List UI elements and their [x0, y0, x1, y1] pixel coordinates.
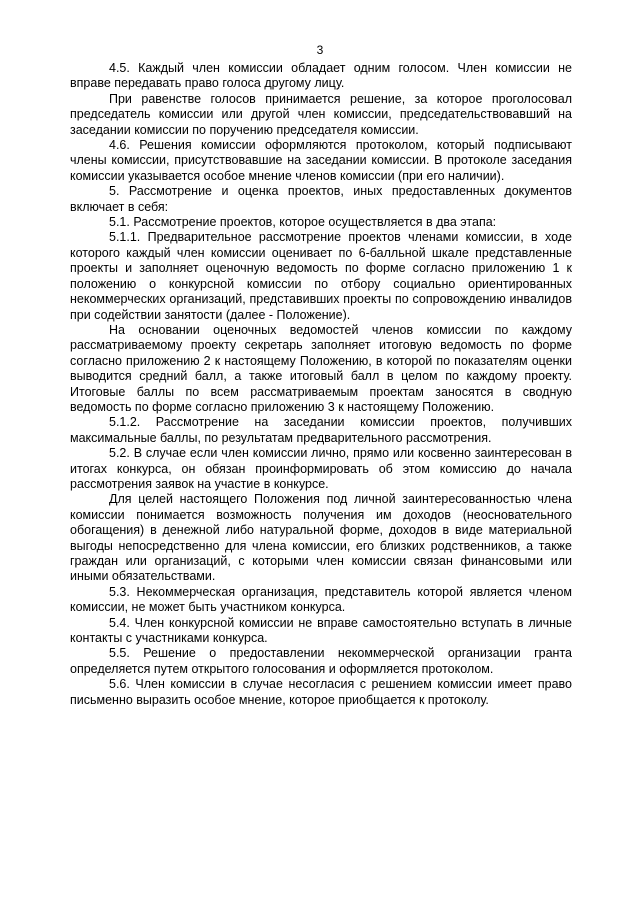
- paragraph-5-5: 5.5. Решение о предоставлении некоммерческой организации гранта определяется путем открытого голосования и оформляется протоколом.: [70, 646, 572, 676]
- paragraph-5-1-1: 5.1.1. Предварительное рассмотрение проектов членами комиссии, в ходе которого каждый член комиссии оценивает по 6-балльной шкале представленные проекты и заполняет оценочную ведомость по форме согласно приложению 1 к положению о конкурсной комиссии по отбору социально ориентированных некоммерческих организаций, представивших проекты по сопровождению инвалидов при содействии занятости (далее - Положение).: [70, 230, 572, 322]
- paragraph-evaluation-sheets: На основании оценочных ведомостей членов комиссии по каждому рассматриваемому проекту секретарь заполняет итоговую ведомость по форме согласно приложению 2 к настоящему Положению, в которой по показателям оценки выводится средний балл, а также итоговый балл в целом по каждому проекту. Итоговые баллы по всем рассматриваемым проектам заносятся в сводную ведомость по форме согласно приложению 3 к настоящему Положению.: [70, 322, 572, 414]
- paragraph-tie-vote: При равенстве голосов принимается решение, за которое проголосовал председатель комиссии или другой член комиссии, председательствовавший на заседании комиссии по поручению председателя комиссии.: [70, 91, 572, 137]
- paragraph-5-4: 5.4. Член конкурсной комиссии не вправе самостоятельно вступать в личные контакты с участниками конкурса.: [70, 615, 572, 646]
- paragraph-5-1: 5.1. Рассмотрение проектов, которое осуществляется в два этапа:: [109, 215, 497, 230]
- paragraph-5-2: 5.2. В случае если член комиссии лично, прямо или косвенно заинтересован в итогах конкурса, он обязан проинформировать об этом комиссию до начала рассмотрения заявок на участие в конкурсе.: [70, 446, 572, 491]
- paragraph-5-3: 5.3. Некоммерческая организация, представитель которой является членом комиссии, не может быть участником конкурса.: [70, 584, 572, 615]
- document-body: [70, 61, 572, 708]
- paragraph-5: 5. Рассмотрение и оценка проектов, иных предоставленных документов включает в себя:: [70, 184, 572, 214]
- page-number: 3: [316, 43, 324, 57]
- paragraph-4-5: 4.5. Каждый член комиссии обладает одним голосом. Член комиссии не вправе передавать право голоса другому лицу.: [70, 61, 572, 91]
- paragraph-5-6: 5.6. Член комиссии в случае несогласия с решением комиссии имеет право письменно выразить особое мнение, которое приобщается к протоколу.: [70, 677, 572, 707]
- paragraph-4-6: 4.6. Решения комиссии оформляются протоколом, который подписывают члены комиссии, присутствовавшие на заседании комиссии. В протоколе заседания комиссии указывается особое мнение членов комиссии (при его наличии).: [70, 138, 572, 183]
- paragraph-5-1-2: 5.1.2. Рассмотрение на заседании комиссии проектов, получивших максимальные баллы, по результатам предварительного рассмотрения.: [70, 415, 572, 445]
- paragraph-personal-interest: Для целей настоящего Положения под личной заинтересованностью члена комиссии понимается возможность получения им доходов (неосновательного обогащения) в денежной либо натуральной форме, доходов в виде материальной выгоды непосредственно для члена комиссии, его близких родственников, а также граждан или организаций, с которыми член комиссии связан финансовыми или иными обязательствами.: [70, 492, 572, 584]
